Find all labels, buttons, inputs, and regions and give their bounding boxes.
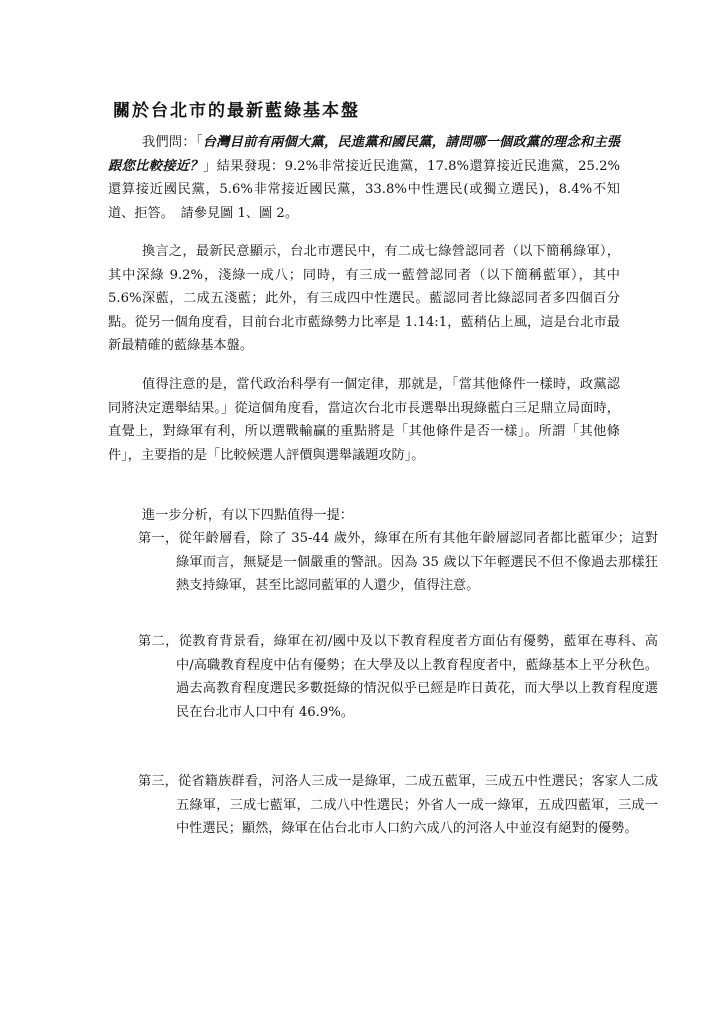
- paragraph-base-analysis: 換言之，最新民意顯示，台北市選民中，有二成七綠營認同者（以下簡稱綠軍），其中深綠 9.2%，淺綠一成八；同時，有三成一藍營認同者（以下簡稱藍軍），其中 5.6%深藍，二成五淺藍；此外，有三成四中性選民。藍認同者比綠認同者多四個百分點。從另一個角度看，目前台北市藍綠勢力比率是 1.14:1，藍稍佔上風，這是台北市最新最精確的藍綠基本盤。: [108, 244, 620, 353]
- paragraph-survey-question: [108, 131, 620, 225]
- page-title: 關於台北市的最新藍綠基本盤: [113, 101, 360, 121]
- analysis-point-ethnicity: 第三，從省籍族群看，河洛人三成一是綠軍，二成五藍軍，三成五中性選民；客家人二成五綠軍，三成七藍軍，二成八中性選民；外省人一成一綠軍，五成四藍軍，三成一中性選民；顯然，綠軍在佔台北市人口約六成八的河洛人中並沒有絕對的優勢。: [138, 774, 658, 836]
- survey-result-text: 」結果發現：9.2%非常接近民進黨，17.8%還算接近民進黨，25.2%還算接近國民黨，5.6%非常接近國民黨，33.8%中性選民(或獨立選民)，8.4%不知道、拒答。 請參見圖 1、圖 2。: [108, 158, 621, 221]
- survey-question-text: 台灣目前有兩個大黨，民進黨和國民黨，請問哪一個政黨的理念和主張跟您比較接近？: [108, 135, 620, 174]
- paragraph-intro-text: 我們問：「: [142, 135, 203, 150]
- paragraph-political-law: 值得注意的是，當代政治科學有一個定律，那就是，「當其他條件一樣時，政黨認同將決定選舉結果。」從這個角度看，當這次台北市長選舉出現綠藍白三足鼎立局面時，直覺上，對綠軍有利，所以選戰輸贏的重點將是「其他條件是否一樣」。所謂「其他條件」，主要指的是「比較候選人評價與選舉議題攻防」。: [108, 377, 620, 463]
- analysis-point-age: 第一，從年齡層看，除了 35-44 歲外，綠軍在所有其他年齡層認同者都比藍軍少；這對綠軍而言，無疑是一個嚴重的警訊。因為 35 歲以下年輕選民不但不像過去那樣狂熱支持綠軍，甚至比認同藍軍的人還少，值得注意。: [138, 531, 658, 593]
- analysis-point-education: 第二，從教育背景看，綠軍在初/國中及以下教育程度者方面佔有優勢，藍軍在專科、高中/高職教育程度中佔有優勢；在大學及以上教育程度者中，藍綠基本上平分秋色。過去高教育程度選民多數挺綠的情況似乎已經是昨日黃花，而大學以上教育程度選民在台北市人口中有 46.9%。: [138, 634, 658, 720]
- paragraph-further-analysis: 進一步分析，有以下四點值得一提：: [142, 508, 353, 523]
